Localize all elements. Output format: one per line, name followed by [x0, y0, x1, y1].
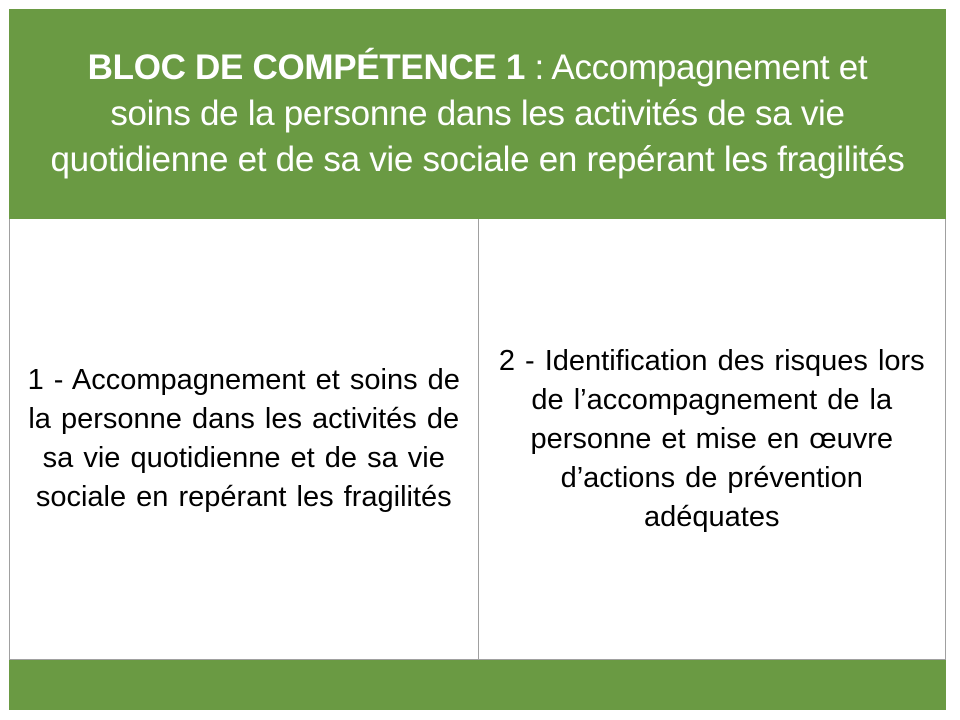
- header-separator: :: [525, 48, 552, 87]
- table-cell-1: [10, 219, 478, 659]
- cell-2-text: 2 - Identification des risques lors de l’accompagnement de la personne et mise en œuvre d’actions de prévention adéquates: [498, 344, 925, 533]
- table-cell-2: [478, 219, 946, 659]
- cell-1-text: 1 - Accompagnement et soins de la personne dans les activités de sa vie quotidienne et de sa vie sociale en repérant les fragilités: [27, 364, 460, 513]
- bloc-title: Accompagnement et soins de la personne dans les activités de sa vie quotidienne et de sa vie sociale en repérant les fragilités: [50, 48, 905, 179]
- table-header: [9, 9, 946, 219]
- table-footer: [9, 660, 946, 710]
- bloc-label: BLOC DE COMPÉTENCE 1: [87, 48, 526, 87]
- competence-table: [9, 9, 946, 710]
- table-body-row: [9, 219, 946, 660]
- header-title: [49, 45, 906, 183]
